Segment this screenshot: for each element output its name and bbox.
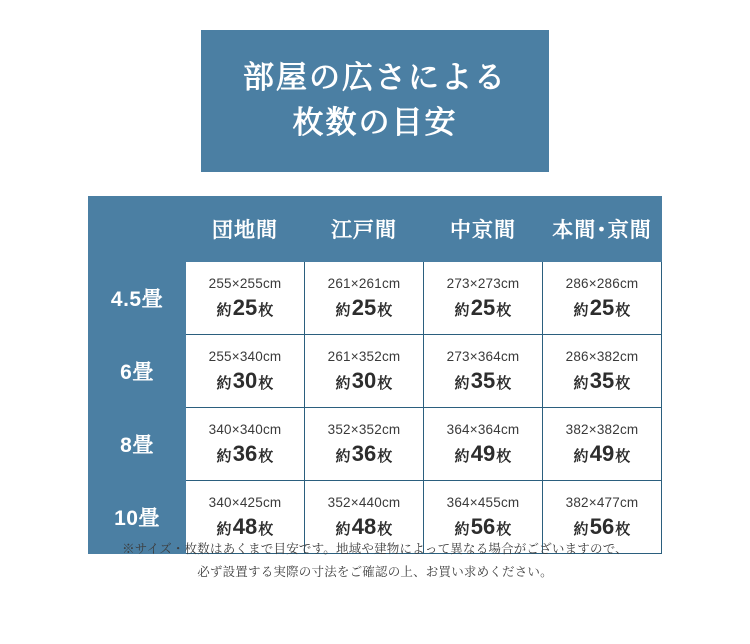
count-suffix: 枚 [258,520,274,538]
title-line-1: 部屋の広さによる [243,60,507,96]
cell-count [543,441,661,467]
cell-count [305,514,423,540]
count-prefix: 約 [216,447,232,465]
table-row [89,262,662,335]
cell-dimension: 340×340cm [208,421,282,437]
column-header-honma-kyoma: 本間･京間 [543,197,662,262]
count-prefix: 約 [216,374,232,392]
count-suffix: 枚 [258,374,274,392]
count-number: 25 [589,294,615,320]
cell-dimension: 286×286cm [565,275,639,291]
cell-6jo-chukyoma [424,335,543,408]
count-number: 36 [351,440,377,466]
count-number: 56 [470,513,496,539]
cell-6jo-edoma [305,335,424,408]
count-prefix: 約 [573,301,589,319]
count-prefix: 約 [216,301,232,319]
cell-count [186,368,304,394]
count-prefix: 約 [573,447,589,465]
count-prefix: 約 [573,374,589,392]
cell-count [186,295,304,321]
row-label-8jo: 8畳 [89,408,186,481]
count-number: 30 [232,367,258,393]
count-suffix: 枚 [377,374,393,392]
count-number: 25 [232,294,258,320]
row-label-4-5jo: 4.5畳 [89,262,186,335]
count-number: 48 [351,513,377,539]
count-number: 49 [470,440,496,466]
count-suffix: 枚 [615,374,631,392]
size-table-wrapper [88,196,662,554]
table-row [89,335,662,408]
cell-dimension: 382×477cm [565,494,639,510]
cell-dimension: 255×340cm [208,348,282,364]
cell-6jo-danchima [186,335,305,408]
count-prefix: 約 [454,520,470,538]
cell-8jo-danchima [186,408,305,481]
count-suffix: 枚 [615,520,631,538]
count-suffix: 枚 [496,447,512,465]
title-banner [201,30,549,172]
cell-dimension: 352×352cm [327,421,401,437]
count-number: 48 [232,513,258,539]
count-suffix: 枚 [496,520,512,538]
column-header-chukyoma: 中京間 [424,197,543,262]
count-number: 36 [232,440,258,466]
count-suffix: 枚 [496,374,512,392]
cell-count [424,295,542,321]
footnote-line-2: 必ず設置する実際の寸法をご確認の上、お買い求めください。 [197,565,553,580]
cell-8jo-honma-kyoma [543,408,662,481]
count-suffix: 枚 [615,447,631,465]
title-line-2: 枚数の目安 [292,105,458,140]
cell-dimension: 273×273cm [446,275,520,291]
column-header-edoma: 江戸間 [305,197,424,262]
count-suffix: 枚 [377,520,393,538]
cell-count [424,514,542,540]
cell-4-5jo-danchima [186,262,305,335]
count-number: 25 [351,294,377,320]
count-suffix: 枚 [258,301,274,319]
cell-6jo-honma-kyoma [543,335,662,408]
cell-dimension: 364×455cm [446,494,520,510]
column-header-danchima: 団地間 [186,197,305,262]
count-suffix: 枚 [377,447,393,465]
cell-dimension: 382×382cm [565,421,639,437]
count-suffix: 枚 [258,447,274,465]
count-number: 35 [470,367,496,393]
cell-count [424,368,542,394]
cell-count [424,441,542,467]
row-label-6jo: 6畳 [89,335,186,408]
count-prefix: 約 [335,447,351,465]
count-suffix: 枚 [377,301,393,319]
count-prefix: 約 [335,301,351,319]
cell-count [305,295,423,321]
count-prefix: 約 [573,520,589,538]
cell-4-5jo-edoma [305,262,424,335]
cell-count [305,368,423,394]
cell-dimension: 261×352cm [327,348,401,364]
count-number: 30 [351,367,377,393]
cell-dimension: 364×364cm [446,421,520,437]
cell-dimension: 261×261cm [327,275,401,291]
cell-4-5jo-chukyoma [424,262,543,335]
cell-dimension: 255×255cm [208,275,282,291]
footnote [0,538,750,584]
count-number: 56 [589,513,615,539]
cell-dimension: 273×364cm [446,348,520,364]
count-prefix: 約 [216,520,232,538]
cell-count [186,514,304,540]
cell-8jo-chukyoma [424,408,543,481]
row-label-10jo: 10畳 [89,481,186,554]
cell-count [543,295,661,321]
cell-count [186,441,304,467]
cell-8jo-edoma [305,408,424,481]
footnote-line-1: ※サイズ・枚数はあくまで目安です。地域や建物によって異なる場合がございますので、 [122,542,628,556]
cell-dimension: 340×425cm [208,494,282,510]
count-prefix: 約 [454,301,470,319]
count-number: 25 [470,294,496,320]
count-suffix: 枚 [496,301,512,319]
cell-count [543,514,661,540]
table-row [89,408,662,481]
count-prefix: 約 [335,374,351,392]
count-number: 49 [589,440,615,466]
size-table [88,196,662,554]
cell-count [305,441,423,467]
cell-4-5jo-honma-kyoma [543,262,662,335]
count-prefix: 約 [454,447,470,465]
count-prefix: 約 [335,520,351,538]
cell-dimension: 286×382cm [565,348,639,364]
cell-dimension: 352×440cm [327,494,401,510]
count-number: 35 [589,367,615,393]
cell-count [543,368,661,394]
table-corner-cell [89,197,186,262]
count-suffix: 枚 [615,301,631,319]
table-header-row [89,197,662,262]
count-prefix: 約 [454,374,470,392]
